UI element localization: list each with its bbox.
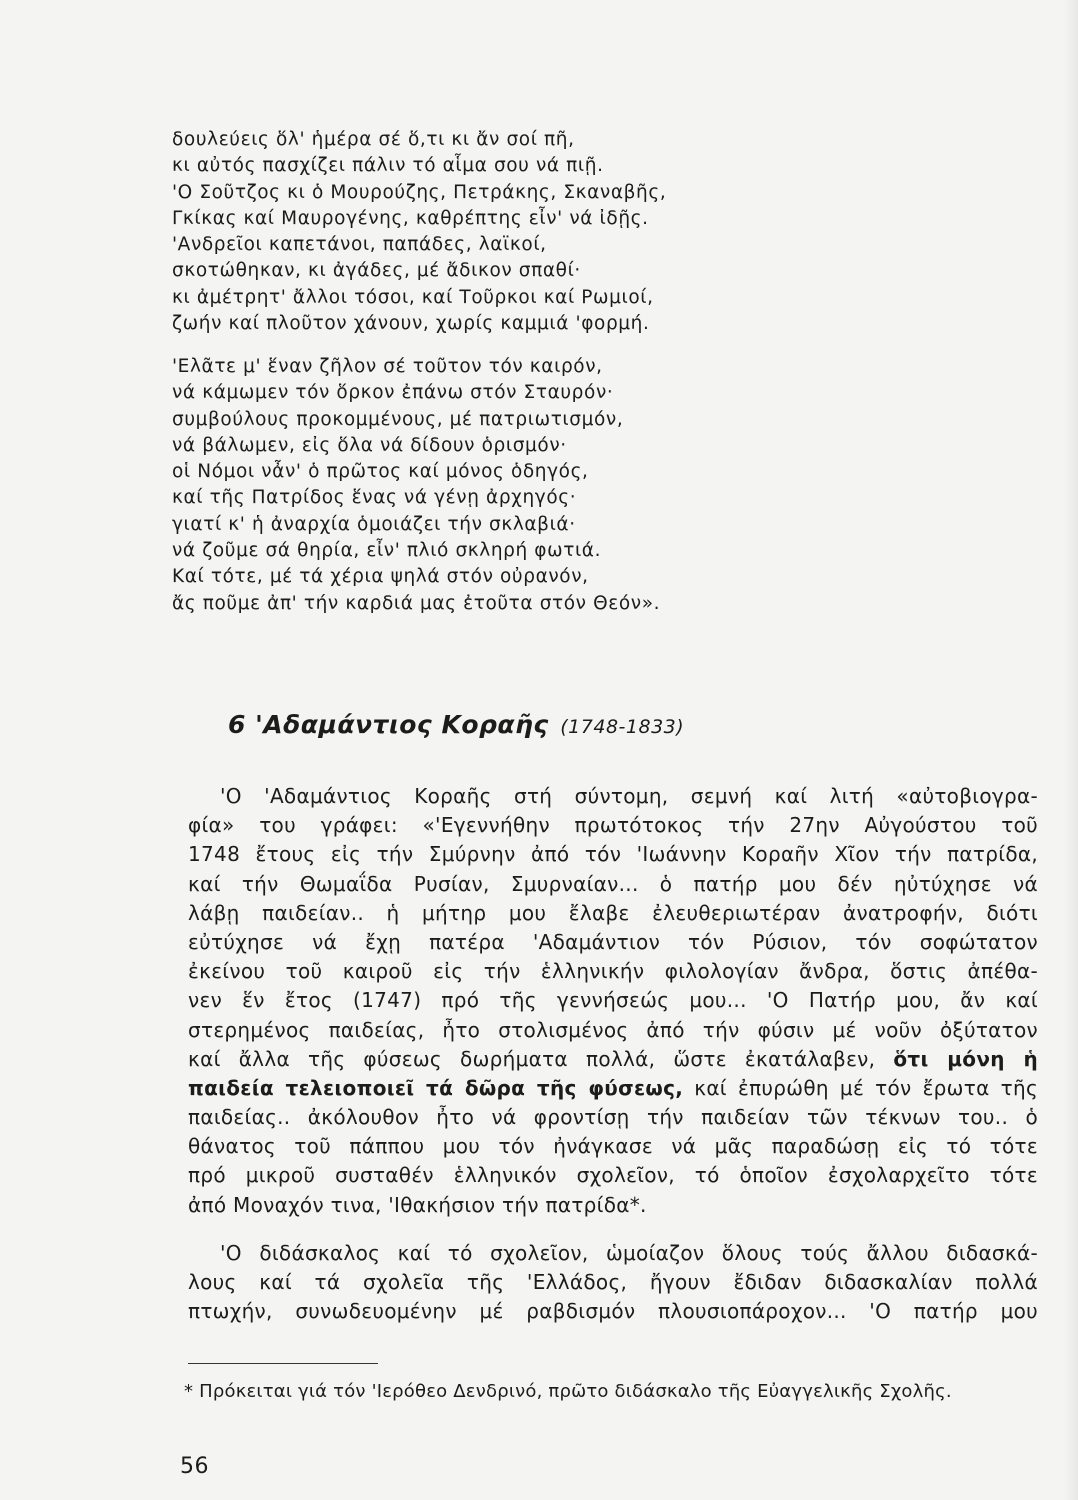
footnote: * Πρόκειται γιά τόν 'Ιερόθεο Δενδρινό, πρῶτο διδάσκαλο τῆς Εὐαγγελικῆς Σχολῆς.	[184, 1381, 952, 1402]
poem-line: Γκίκας καί Μαυρογένης, καθρέπτης εἶν' νά ἰδῇς.	[172, 207, 649, 229]
text-line	[188, 1045, 1038, 1074]
text-run: καί ἐπυρώθη μέ τόν ἔρωτα τῆς	[694, 1075, 1038, 1100]
text-line: ἐκείνου τοῦ καιροῦ εἰς τήν ἑλληνικήν φιλολογίαν ἄνδρα, ὅστις ἀπέθα-	[188, 959, 1038, 984]
poem-stanza-1	[172, 127, 772, 337]
poem-line: νά βάλωμεν, εἰς ὅλα νά δίδουν ὁρισμόν·	[172, 434, 567, 456]
text-line: φία» του γράφει: «'Εγεννήθην πρωτότοκος τήν 27ην Αὐγούστου τοῦ	[188, 813, 1038, 838]
poem-line: δουλεύεις ὅλ' ἡμέρα σέ ὅ,τι κι ἄν σοί πῆ,	[172, 129, 575, 150]
poem-line: νά κάμωμεν τόν ὅρκον ἐπάνω στόν Σταυρόν·	[172, 382, 614, 404]
poem-line: 'Ο Σοῦτζος κι ὁ Μουρούζης, Πετράκης, Σκαναβῆς,	[172, 181, 667, 203]
text-line: πτωχήν, συνωδευομένην μέ ραβδισμόν πλουσιοπάροχον... 'Ο πατήρ μου	[188, 1299, 1038, 1324]
emphasis-text: ὅτι μόνη ἡ	[893, 1046, 1038, 1071]
body-paragraph-2	[188, 1239, 1038, 1327]
poem-line: 'Ανδρεῖοι καπετάνοι, παπάδες, λαϊκοί,	[172, 234, 547, 256]
page-edge-shadow	[1064, 0, 1078, 1500]
poem-line: κι αὐτός πασχίζει πάλιν τό αἷμα σου νά πιῇ.	[172, 155, 604, 177]
chapter-title: 6 'Αδαμάντιος Κοραῆς	[228, 710, 549, 739]
poem-line: κι ἀμέτρητ' ἄλλοι τόσοι, καί Τοῦρκοι καί Ρωμιοί,	[172, 286, 654, 308]
footnote-divider	[188, 1363, 378, 1364]
emphasis-text: παιδεία τελειοποιεῖ τά δῶρα τῆς φύσεως,	[188, 1075, 684, 1100]
text-line: 'Ο 'Αδαμάντιος Κοραῆς στή σύντομη, σεμνή καί λιτή «αὐτοβιογρα-	[220, 784, 1038, 808]
page-number: 56	[180, 1454, 209, 1479]
text-line: νεν ἕν ἔτος (1747) πρό τῆς γεννήσεώς μου... 'Ο Πατήρ μου, ἄν καί	[188, 988, 1038, 1013]
text-line: πρό μικροῦ συσταθέν ἑλληνικόν σχολεῖον, τό ὁποῖον ἐσχολαρχεῖτο τότε	[188, 1163, 1038, 1188]
text-line: παιδείας.. ἀκόλουθον ἦτο νά φροντίσῃ τήν παιδείαν τῶν τέκνων του.. ὁ	[188, 1105, 1038, 1130]
text-run: καί ἄλλα τῆς φύσεως δωρήματα πολλά, ὥστε ἐκατάλαβεν,	[188, 1046, 876, 1071]
poem-line: Καί τότε, μέ τά χέρια ψηλά στόν οὐρανόν,	[172, 566, 589, 588]
text-line: 1748 ἔτους εἰς τήν Σμύρνην ἀπό τόν 'Ιωάννην Κοραῆν Χῖον τήν πατρίδα,	[188, 842, 1038, 867]
poem-line: συμβούλους προκομμένους, μέ πατριωτισμόν,	[172, 408, 624, 430]
poem-line: σκοτώθηκαν, κι ἀγάδες, μέ ἄδικον σπαθί·	[172, 260, 581, 282]
poem-line: ζωήν καί πλοῦτον χάνουν, χωρίς καμμιά 'φορμή.	[172, 313, 650, 335]
text-line: καί τήν Θωμαΐδα Ρυσίαν, Σμυρναίαν... ὁ πατήρ μου δέν ηὐτύχησε νά	[188, 871, 1038, 896]
poem-line: γιατί κ' ἡ ἀναρχία ὁμοιάζει τήν σκλαβιά·	[172, 513, 576, 535]
text-line: λους καί τά σχολεῖα τῆς 'Ελλάδος, ἤγουν ἔδιδαν διδασκαλίαν πολλά	[188, 1270, 1038, 1295]
text-line: εὐτύχησε νά ἔχῃ πατέρα 'Αδαμάντιον τόν Ρύσιον, τόν σοφώτατον	[188, 929, 1038, 954]
poem-line: ἄς ποῦμε ἀπ' τήν καρδιά μας ἐτοῦτα στόν Θεόν».	[172, 592, 661, 614]
text-line: στερημένος παιδείας, ἦτο στολισμένος ἀπό τήν φύσιν μέ νοῦν ὀξύτατον	[188, 1017, 1038, 1042]
poem-stanza-2	[172, 354, 772, 617]
poem-line: νά ζοῦμε σά θηρία, εἶν' πλιό σκληρή φωτιά.	[172, 540, 602, 562]
body-paragraph-1	[188, 782, 1038, 1220]
poem-line: 'Ελᾶτε μ' ἕναν ζῆλον σέ τοῦτον τόν καιρόν,	[172, 356, 603, 377]
text-line: ἀπό Μοναχόν τινα, 'Ιθακήσιον τήν πατρίδα*.	[188, 1192, 647, 1217]
chapter-years: (1748-1833)	[560, 716, 685, 738]
text-line: 'Ο διδάσκαλος καί τό σχολεῖον, ὡμοίαζον ὅλους τούς ἄλλου διδασκά-	[220, 1241, 1038, 1265]
poem-line: οἱ Νόμοι νἆν' ὁ πρῶτος καί μόνος ὁδηγός,	[172, 461, 589, 483]
chapter-heading	[228, 710, 684, 739]
text-line: λάβῃ παιδείαν.. ἡ μήτηρ μου ἔλαβε ἐλευθεριωτέραν ἀνατροφήν, διότι	[188, 900, 1038, 925]
text-line: θάνατος τοῦ πάππου μου τόν ἠνάγκασε νά μᾶς παραδώσῃ εἰς τό τότε	[188, 1134, 1038, 1159]
text-line	[188, 1074, 1038, 1103]
poem-line: καί τῆς Πατρίδος ἕνας νά γένῃ ἀρχηγός·	[172, 487, 577, 509]
